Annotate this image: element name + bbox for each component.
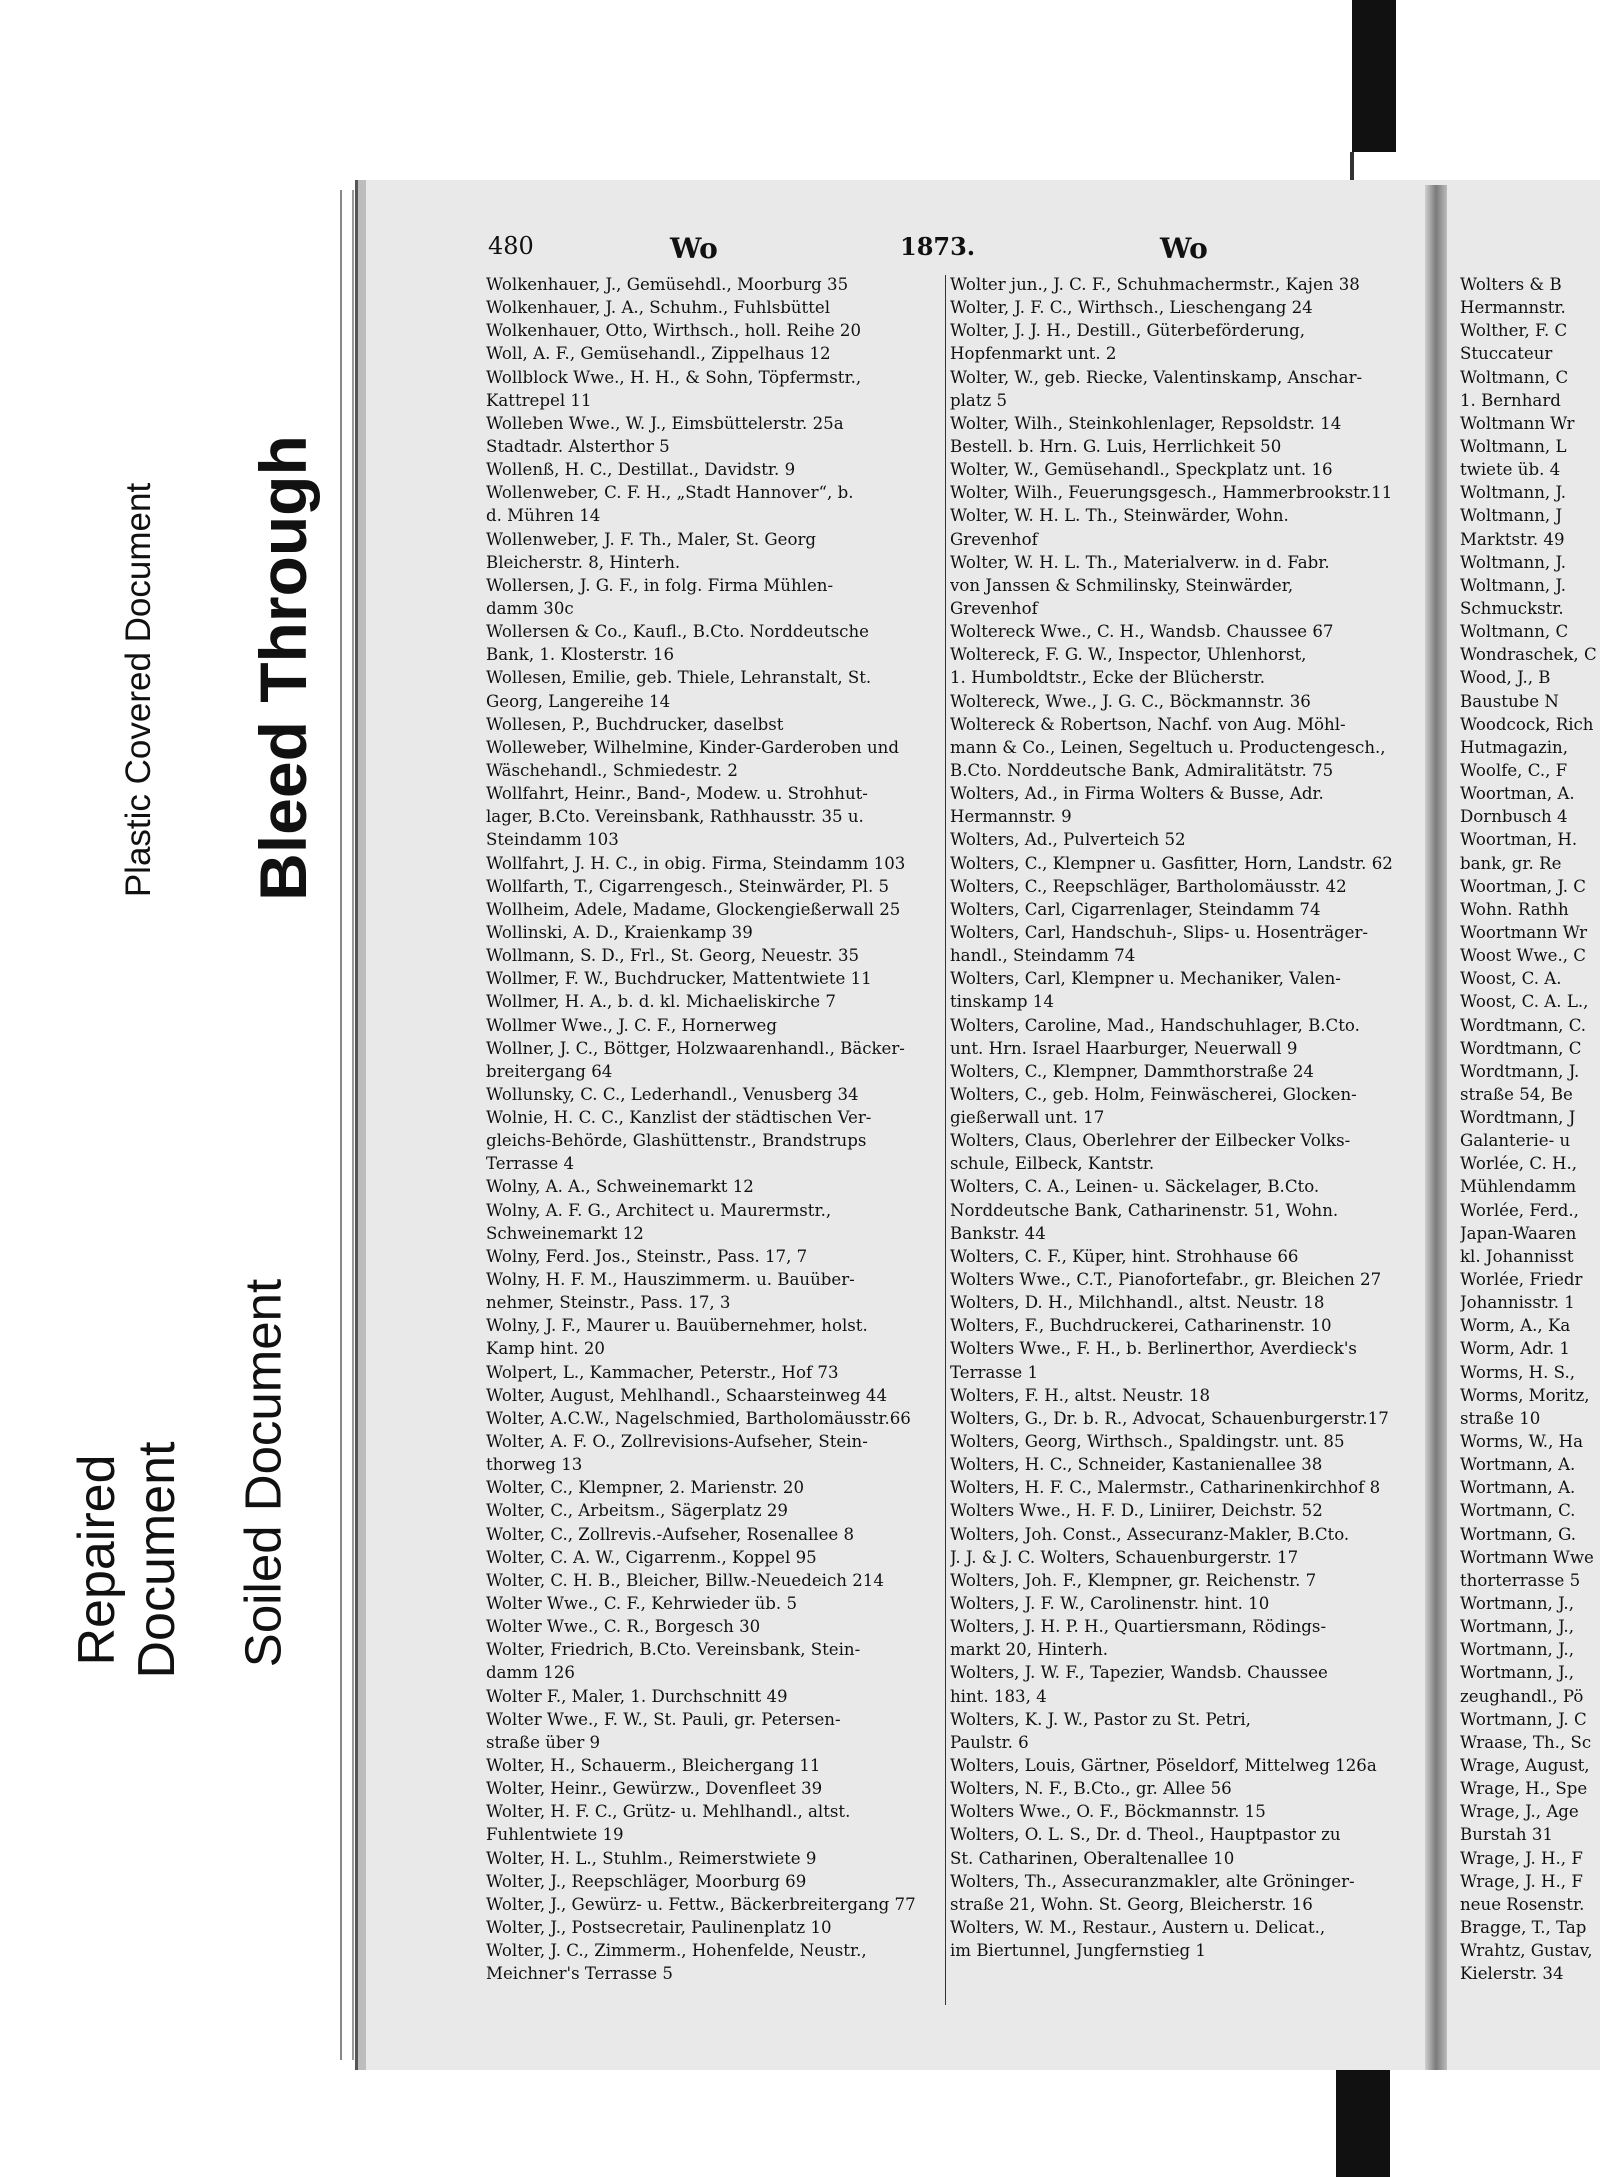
directory-entry-line: Wollesen, Emilie, geb. Thiele, Lehranstalt, St. <box>486 668 872 688</box>
directory-entry-line: thorterrasse 5 <box>1460 1570 1581 1590</box>
book-gutter <box>1425 185 1447 2070</box>
header-right-abbrev: Wo <box>1160 232 1208 265</box>
directory-entry-line: Wolter, J. C., Zimmerm., Hohenfelde, Neustr., <box>486 1941 867 1961</box>
directory-entry-line: Wolter, J., Gewürz- u. Fettw., Bäckerbreitergang 77 <box>486 1894 916 1914</box>
directory-entry-line: Wollmer, F. W., Buchdrucker, Mattentwiete 11 <box>486 969 872 989</box>
directory-entry-line: Wolters Wwe., O. F., Böckmannstr. 15 <box>950 1802 1266 1822</box>
header-left-abbrev: Wo <box>670 232 718 265</box>
directory-entry-line: Wolters Wwe., F. H., b. Berlinerthor, Averdieck's <box>950 1339 1357 1359</box>
directory-entry-line: Wolther, F. C <box>1460 321 1568 341</box>
directory-entry-line: straße 10 <box>1460 1408 1541 1428</box>
directory-entry-line: Terrasse 4 <box>486 1154 575 1174</box>
directory-entry-line: Wolter, Heinr., Gewürzw., Dovenfleet 39 <box>486 1779 823 1799</box>
directory-entry-line: Steindamm 103 <box>486 830 619 850</box>
directory-entry-line: Woltmann, C <box>1460 367 1569 387</box>
directory-entry-line: twiete üb. 4 <box>1460 460 1561 480</box>
directory-entry-line: Wolters, J. F. W., Carolinenstr. hint. 10 <box>950 1594 1270 1614</box>
directory-entry-line: Woltmann, J <box>1460 506 1563 526</box>
directory-entry-line: Wolters, K. J. W., Pastor zu St. Petri, <box>950 1709 1251 1729</box>
directory-entry-line: Wolter, C., Zollrevis.-Aufseher, Rosenallee 8 <box>486 1524 855 1544</box>
directory-entry-line: Wollmer, H. A., b. d. kl. Michaeliskirche 7 <box>486 992 836 1012</box>
directory-entry-line: Terrasse 1 <box>950 1362 1039 1382</box>
directory-entry-line: Wolters, F., Buchdruckerei, Catharinenstr. 10 <box>950 1316 1332 1336</box>
directory-entry-line: Worm, Adr. 1 <box>1460 1339 1570 1359</box>
directory-entry-line: Baustube N <box>1460 691 1559 711</box>
directory-entry-line: Wortmann, J., <box>1460 1663 1574 1683</box>
directory-entry-line: Woortman, A. <box>1460 784 1575 804</box>
directory-entry-line: Wolters, J. W. F., Tapezier, Wandsb. Chaussee <box>950 1663 1328 1683</box>
directory-entry-line: Wolter Wwe., C. F., Kehrwieder üb. 5 <box>486 1594 798 1614</box>
directory-entry-line: Stadtadr. Alsterthor 5 <box>486 436 670 456</box>
directory-entry-line: Wood, J., B <box>1460 668 1551 688</box>
directory-entry-line: Wolters, O. L. S., Dr. d. Theol., Hauptpastor zu <box>950 1825 1341 1845</box>
directory-entry-line: Woortmann Wr <box>1460 922 1588 942</box>
bleed-through-text: Bleed Through <box>246 434 320 901</box>
directory-entry-line: gleichs-Behörde, Glashüttenstr., Brandstrups <box>486 1131 867 1151</box>
directory-entry-line: Wolter, A. F. O., Zollrevisions-Aufseher, Stein- <box>486 1432 868 1452</box>
directory-entry-line: Grevenhof <box>950 529 1038 549</box>
top-black-tab <box>1352 0 1396 152</box>
soiled-document-label <box>228 1185 298 1760</box>
directory-entry-line: Wolter, J., Reepschläger, Moorburg 69 <box>486 1871 807 1891</box>
directory-entry-line: handl., Steindamm 74 <box>950 946 1136 966</box>
directory-entry-line: mann & Co., Leinen, Segeltuch u. Productengesch., <box>950 737 1386 757</box>
directory-entry-line: Fuhlentwiete 19 <box>486 1825 624 1845</box>
directory-entry-line: Wondraschek, C <box>1460 645 1597 665</box>
directory-entry-line: Kamp hint. 20 <box>486 1339 605 1359</box>
directory-entry-line: Stuccateur <box>1460 344 1553 364</box>
directory-entry-line: Hutmagazin, <box>1460 737 1568 757</box>
directory-entry-line: Wolter, Friedrich, B.Cto. Vereinsbank, Stein- <box>486 1640 861 1660</box>
directory-entry-line: Bank, 1. Klosterstr. 16 <box>486 645 675 665</box>
directory-entry-line: Wolter, W., geb. Riecke, Valentinskamp, Anschar- <box>950 367 1363 387</box>
directory-entry-line: Meichner's Terrasse 5 <box>486 1964 673 1984</box>
directory-entry-line: markt 20, Hinterh. <box>950 1640 1109 1660</box>
page-number: 480 <box>488 232 534 260</box>
directory-entry-line: Woortman, J. C <box>1460 876 1586 896</box>
directory-entry-line: zeughandl., Pö <box>1460 1686 1584 1706</box>
directory-entry-line: Worm, A., Ka <box>1460 1316 1571 1336</box>
plastic-covered-text: Plastic Covered Document <box>119 482 158 898</box>
directory-entry-line: Wolpert, L., Kammacher, Peterstr., Hof 73 <box>486 1362 839 1382</box>
directory-entry-line: Wolters, Carl, Cigarrenlager, Steindamm 74 <box>950 899 1321 919</box>
directory-entry-line: Wolters, Ad., in Firma Wolters & Busse, Adr. <box>950 784 1324 804</box>
directory-entry-line: Wolter, August, Mehlhandl., Schaarsteinweg 44 <box>486 1385 888 1405</box>
directory-entry-line: Wortmann, J., <box>1460 1617 1574 1637</box>
directory-entry-line: Wolters, N. F., B.Cto., gr. Allee 56 <box>950 1779 1232 1799</box>
directory-entry-line: Wolters, C. F., Küper, hint. Strohhause 66 <box>950 1246 1299 1266</box>
directory-entry-line: Wollmer Wwe., J. C. F., Hornerweg <box>486 1015 777 1035</box>
directory-entry-line: Japan-Waaren <box>1460 1223 1577 1243</box>
directory-entry-line: Grevenhof <box>950 598 1038 618</box>
directory-entry-line: Wollenß, H. C., Destillat., Davidstr. 9 <box>486 460 796 480</box>
directory-entry-line: Wollenweber, J. F. Th., Maler, St. Georg <box>486 529 817 549</box>
directory-entry-line: Wortmann, A. <box>1460 1455 1576 1475</box>
directory-entry-line: unt. Hrn. Israel Haarburger, Neuerwall 9 <box>950 1038 1298 1058</box>
directory-entry-line: Wolter, C. A. W., Cigarrenm., Koppel 95 <box>486 1547 817 1567</box>
directory-entry-line: Wortmann Wwe <box>1460 1547 1594 1567</box>
directory-entry-line: Wolny, J. F., Maurer u. Bauübernehmer, holst. <box>486 1316 868 1336</box>
directory-entry-line: Bleicherstr. 8, Hinterh. <box>486 552 681 572</box>
directory-entry-line: Wolter Wwe., C. R., Borgesch 30 <box>486 1617 761 1637</box>
directory-entry-line: Wolters, Joh. Const., Assecuranz-Makler, B.Cto. <box>950 1524 1350 1544</box>
directory-entry-line: 1. Bernhard <box>1460 390 1561 410</box>
directory-entry-line: Hermannstr. <box>1460 298 1566 318</box>
directory-column-right-partial <box>1460 273 1600 1985</box>
directory-entry-line: Worms, H. S., <box>1460 1362 1575 1382</box>
directory-entry-line: Burstah 31 <box>1460 1825 1553 1845</box>
directory-entry-line: Wollinski, A. D., Kraienkamp 39 <box>486 922 753 942</box>
directory-entry-line: Wollblock Wwe., H. H., & Sohn, Töpfermstr., <box>486 367 862 387</box>
directory-entry-line: Wolter, J., Postsecretair, Paulinenplatz 10 <box>486 1917 832 1937</box>
directory-entry-line: Wolters Wwe., C.T., Pianofortefabr., gr. Bleichen 27 <box>950 1270 1382 1290</box>
directory-entry-line: Wolters, C., geb. Holm, Feinwäscherei, Glocken- <box>950 1084 1357 1104</box>
directory-entry-line: Wollesen, P., Buchdrucker, daselbst <box>486 714 784 734</box>
directory-entry-line: Wollersen & Co., Kaufl., B.Cto. Norddeutsche <box>486 622 869 642</box>
directory-entry-line: Wolters, Ad., Pulverteich 52 <box>950 830 1186 850</box>
directory-entry-line: Wollersen, J. G. F., in folg. Firma Mühlen- <box>486 575 834 595</box>
directory-entry-line: Wolter, C., Arbeitsm., Sägerplatz 29 <box>486 1501 788 1521</box>
directory-entry-line: Wolters, Th., Assecuranzmakler, alte Gröninger- <box>950 1871 1355 1891</box>
directory-entry-line: Woltmann Wr <box>1460 413 1575 433</box>
repaired-document-text: Repaired Document <box>68 1441 186 1679</box>
plastic-covered-label <box>108 395 170 985</box>
bleed-through-label <box>238 395 328 940</box>
directory-entry-line: Kielerstr. 34 <box>1460 1964 1564 1984</box>
directory-entry-line: thorweg 13 <box>486 1455 583 1475</box>
directory-entry-line: schule, Eilbeck, Kantstr. <box>950 1154 1155 1174</box>
directory-entry-line: bank, gr. Re <box>1460 853 1562 873</box>
directory-entry-line: Wolters, C. A., Leinen- u. Säckelager, B.Cto. <box>950 1177 1320 1197</box>
directory-entry-line: Wortmann, J., <box>1460 1640 1574 1660</box>
directory-entry-line: Woolfe, C., F <box>1460 760 1568 780</box>
directory-entry-line: Wolny, A. F. G., Architect u. Maurermstr., <box>486 1200 832 1220</box>
directory-entry-line: Wollfarth, T., Cigarrengesch., Steinwärder, Pl. 5 <box>486 876 890 896</box>
directory-entry-line: Wolters, F. H., altst. Neustr. 18 <box>950 1385 1211 1405</box>
directory-entry-line: Wollenweber, C. F. H., „Stadt Hannover“, b. <box>486 483 854 503</box>
header-year: 1873. <box>900 232 976 261</box>
directory-entry-line: Dornbusch 4 <box>1460 807 1568 827</box>
directory-entry-line: straße 54, Be <box>1460 1084 1573 1104</box>
directory-entry-line: Woodcock, Rich <box>1460 714 1594 734</box>
directory-entry-line: Wolny, H. F. M., Hauszimmerm. u. Bauüber- <box>486 1270 855 1290</box>
directory-entry-line: Wortmann, G. <box>1460 1524 1577 1544</box>
directory-entry-line: Hermannstr. 9 <box>950 807 1072 827</box>
directory-entry-line: Wolkenhauer, J., Gemüsehdl., Moorburg 35 <box>486 275 849 294</box>
directory-entry-line: Mühlendamm <box>1460 1177 1577 1197</box>
directory-entry-line: J. J. & J. C. Wolters, Schauenburgerstr. 17 <box>950 1547 1299 1567</box>
directory-entry-line: Wollmann, S. D., Frl., St. Georg, Neuestr. 35 <box>486 946 860 966</box>
directory-entry-line: Wolters, G., Dr. b. R., Advocat, Schauenburgerstr.17 <box>950 1408 1389 1428</box>
directory-entry-line: Bragge, T., Tap <box>1460 1917 1587 1937</box>
directory-entry-line: Woortman, H. <box>1460 830 1578 850</box>
directory-entry-line: Wolter Wwe., F. W., St. Pauli, gr. Petersen- <box>486 1709 841 1729</box>
directory-entry-line: Hopfenmarkt unt. 2 <box>950 344 1117 364</box>
directory-entry-line: Wordtmann, J. <box>1460 1061 1580 1081</box>
directory-entry-line: Schweinemarkt 12 <box>486 1223 644 1243</box>
directory-entry-line: straße 21, Wohn. St. Georg, Bleicherstr. 16 <box>950 1894 1313 1914</box>
directory-entry-line: damm 126 <box>486 1663 575 1683</box>
directory-entry-line: hint. 183, 4 <box>950 1686 1047 1706</box>
directory-entry-line: Wortmann, C. <box>1460 1501 1576 1521</box>
directory-entry-line: Bankstr. 44 <box>950 1223 1046 1243</box>
directory-entry-line: Wrage, J., Age <box>1460 1802 1579 1822</box>
directory-entry-line: Woltmann, J. <box>1460 483 1567 503</box>
directory-entry-line: Wolters, D. H., Milchhandl., altst. Neustr. 18 <box>950 1293 1325 1313</box>
directory-entry-line: Wolter, C., Klempner, 2. Marienstr. 20 <box>486 1478 805 1498</box>
directory-entry-line: Wolkenhauer, Otto, Wirthsch., holl. Reihe 20 <box>486 321 862 341</box>
page-edge <box>340 190 354 2060</box>
directory-entry-line: damm 30c <box>486 598 574 618</box>
directory-entry-line: Wolters & B <box>1460 275 1562 294</box>
directory-entry-line: Wolter, A.C.W., Nagelschmied, Bartholomäusstr.66 <box>486 1408 911 1428</box>
directory-entry-line: Wolter jun., J. C. F., Schuhmachermstr., Kajen 38 <box>950 275 1360 294</box>
directory-entry-line: Wäschehandl., Schmiedestr. 2 <box>486 760 738 780</box>
directory-entry-line: neue Rosenstr. <box>1460 1894 1585 1914</box>
directory-entry-line: Woltmann, J. <box>1460 575 1567 595</box>
directory-entry-line: Woltmann, L <box>1460 436 1567 456</box>
repaired-document-label <box>58 1385 198 1735</box>
directory-entry-line: Woost Wwe., C <box>1460 946 1586 966</box>
directory-entry-line: Wolter, Wilh., Feuerungsgesch., Hammerbrookstr.11 <box>950 483 1393 503</box>
directory-entry-line: kl. Johannisst <box>1460 1246 1574 1266</box>
directory-entry-line: Wolters, W. M., Restaur., Austern u. Delicat., <box>950 1917 1326 1937</box>
directory-entry-line: d. Mühren 14 <box>486 506 601 526</box>
directory-entry-line: breitergang 64 <box>486 1061 613 1081</box>
directory-entry-line: Johannisstr. 1 <box>1460 1293 1575 1313</box>
directory-entry-line: Kattrepel 11 <box>486 390 592 410</box>
directory-entry-line: Wolter, H. L., Stuhlm., Reimerstwiete 9 <box>486 1848 817 1868</box>
directory-entry-line: Woost, C. A. L., <box>1460 992 1589 1012</box>
directory-entry-line: Wollfahrt, J. H. C., in obig. Firma, Steindamm 103 <box>486 853 906 873</box>
directory-entry-line: tinskamp 14 <box>950 992 1054 1012</box>
directory-entry-line: Wolters, H. C., Schneider, Kastanienallee 38 <box>950 1455 1323 1475</box>
directory-entry-line: Wolters, Carl, Handschuh-, Slips- u. Hosenträger- <box>950 922 1368 942</box>
directory-entry-line: Worlée, Ferd., <box>1460 1200 1579 1220</box>
directory-entry-line: Wolny, Ferd. Jos., Steinstr., Pass. 17, 7 <box>486 1246 808 1266</box>
directory-entry-line: Wolleweber, Wilhelmine, Kinder-Garderoben und <box>486 737 899 757</box>
directory-entry-line: B.Cto. Norddeutsche Bank, Admiralitätstr. 75 <box>950 760 1334 780</box>
directory-entry-line: Woll, A. F., Gemüsehandl., Zippelhaus 12 <box>486 344 831 364</box>
soiled-document-text: Soiled Document <box>234 1278 292 1667</box>
directory-entry-line: Woost, C. A. <box>1460 969 1562 989</box>
directory-entry-line: Woltmann, J. <box>1460 552 1567 572</box>
directory-entry-line: Wolters, Joh. F., Klempner, gr. Reichenstr. 7 <box>950 1570 1317 1590</box>
directory-entry-line: Worlée, Friedr <box>1460 1270 1583 1290</box>
directory-entry-line: Wollner, J. C., Böttger, Holzwaarenhandl., Bäcker- <box>486 1038 905 1058</box>
directory-column-left <box>486 273 941 1985</box>
directory-entry-line: Galanterie- u <box>1460 1131 1571 1151</box>
directory-entry-line: Norddeutsche Bank, Catharinenstr. 51, Wohn. <box>950 1200 1339 1220</box>
directory-entry-line: Wolter, C. H. B., Bleicher, Billw.-Neuedeich 214 <box>486 1570 884 1590</box>
directory-entry-line: Wolter, H., Schauerm., Bleichergang 11 <box>486 1756 821 1775</box>
directory-entry-line: Wolters, Caroline, Mad., Handschuhlager, B.Cto. <box>950 1015 1360 1035</box>
directory-entry-line: Wolters, H. F. C., Malermstr., Catharinenkirchhof 8 <box>950 1478 1381 1498</box>
directory-entry-line: Marktstr. 49 <box>1460 529 1565 549</box>
directory-entry-line: Wolter, W., Gemüsehandl., Speckplatz unt. 16 <box>950 460 1333 480</box>
directory-entry-line: Wortmann, J., <box>1460 1594 1574 1614</box>
directory-entry-line: Worms, Moritz, <box>1460 1385 1590 1405</box>
directory-entry-line: Wrahtz, Gustav, <box>1460 1941 1593 1961</box>
directory-entry-line: Wollfahrt, Heinr., Band-, Modew. u. Strohhut- <box>486 784 868 804</box>
directory-entry-line: Woltmann, C <box>1460 622 1569 642</box>
directory-entry-line: Wollunsky, C. C., Lederhandl., Venusberg 34 <box>486 1084 859 1104</box>
directory-entry-line: Wolter, Wilh., Steinkohlenlager, Repsoldstr. 14 <box>950 413 1342 433</box>
directory-entry-line: Wolkenhauer, J. A., Schuhm., Fuhlsbüttel <box>486 298 831 318</box>
directory-entry-line: nehmer, Steinstr., Pass. 17, 3 <box>486 1293 731 1313</box>
directory-entry-line: lager, B.Cto. Vereinsbank, Rathhausstr. 35 u. <box>486 807 864 827</box>
directory-entry-line: Wolters, C., Klempner, Dammthorstraße 24 <box>950 1061 1314 1081</box>
directory-entry-line: Wolters, Claus, Oberlehrer der Eilbecker Volks- <box>950 1131 1351 1151</box>
directory-entry-line: Wolter, W. H. L. Th., Materialverw. in d. Fabr. <box>950 552 1330 572</box>
directory-entry-line: Wrage, H., Spe <box>1460 1779 1588 1799</box>
directory-entry-line: Wolters, Carl, Klempner u. Mechaniker, Valen- <box>950 969 1341 989</box>
directory-entry-line: Schmuckstr. <box>1460 598 1564 618</box>
column-divider <box>945 275 946 2005</box>
directory-entry-line: Wordtmann, C. <box>1460 1015 1587 1035</box>
directory-entry-line: Wolter, W. H. L. Th., Steinwärder, Wohn. <box>950 506 1289 526</box>
directory-entry-line: Wortmann, A. <box>1460 1478 1576 1498</box>
directory-entry-line: Wordtmann, J <box>1460 1108 1576 1128</box>
directory-entry-line: Wolter, J. J. H., Destill., Güterbeförderung, <box>950 321 1306 341</box>
directory-entry-line: Wolter, H. F. C., Grütz- u. Mehlhandl., altst. <box>486 1802 851 1822</box>
directory-entry-line: von Janssen & Schmilinsky, Steinwärder, <box>950 575 1294 595</box>
directory-entry-line: Wortmann, J. C <box>1460 1709 1587 1729</box>
directory-entry-line: platz 5 <box>950 390 1008 410</box>
directory-entry-line: gießerwall unt. 17 <box>950 1108 1105 1128</box>
directory-entry-line: Woltereck, F. G. W., Inspector, Uhlenhorst, <box>950 645 1307 665</box>
directory-entry-line: Bestell. b. Hrn. G. Luis, Herrlichkeit 50 <box>950 436 1282 456</box>
directory-column-middle <box>950 273 1420 1962</box>
directory-entry-line: Wolnie, H. C. C., Kanzlist der städtischen Ver- <box>486 1108 872 1128</box>
directory-entry-line: im Biertunnel, Jungfernstieg 1 <box>950 1941 1206 1961</box>
directory-entry-line: Wrage, J. H., F <box>1460 1871 1583 1891</box>
directory-entry-line: Wolters Wwe., H. F. D., Liniirer, Deichstr. 52 <box>950 1501 1323 1521</box>
directory-entry-line: Wrage, J. H., F <box>1460 1848 1583 1868</box>
directory-entry-line: Wolter, J. F. C., Wirthsch., Lieschengang 24 <box>950 298 1313 318</box>
directory-entry-line: Wohn. Rathh <box>1460 899 1569 919</box>
directory-entry-line: Wolter F., Maler, 1. Durchschnitt 49 <box>486 1686 788 1706</box>
directory-entry-line: Worlée, C. H., <box>1460 1154 1578 1174</box>
directory-entry-line: 1. Humboldtstr., Ecke der Blücherstr. <box>950 668 1266 688</box>
directory-entry-line: Wolleben Wwe., W. J., Eimsbüttelerstr. 25a <box>486 413 844 433</box>
directory-entry-line: Wraase, Th., Sc <box>1460 1732 1592 1752</box>
directory-entry-line: Wolters, Louis, Gärtner, Pöseldorf, Mittelweg 126a <box>950 1756 1377 1775</box>
directory-entry-line: Georg, Langereihe 14 <box>486 691 671 711</box>
directory-entry-line: Woltereck & Robertson, Nachf. von Aug. Möhl- <box>950 714 1346 734</box>
directory-entry-line: Wordtmann, C <box>1460 1038 1582 1058</box>
directory-entry-line: Paulstr. 6 <box>950 1732 1029 1752</box>
directory-entry-line: Worms, W., Ha <box>1460 1432 1583 1452</box>
directory-entry-line: Wollheim, Adele, Madame, Glockengießerwall 25 <box>486 899 901 919</box>
directory-entry-line: Wolters, C., Reepschläger, Bartholomäusstr. 42 <box>950 876 1347 896</box>
directory-entry-line: Woltereck, Wwe., J. G. C., Böckmannstr. 36 <box>950 691 1311 711</box>
directory-entry-line: Wolny, A. A., Schweinemarkt 12 <box>486 1177 754 1197</box>
directory-entry-line: Wrage, August, <box>1460 1756 1590 1775</box>
directory-entry-line: Wolters, J. H. P. H., Quartiersmann, Rödings- <box>950 1617 1327 1637</box>
directory-entry-line: Wolters, Georg, Wirthsch., Spaldingstr. unt. 85 <box>950 1432 1345 1452</box>
directory-entry-line: Wolters, C., Klempner u. Gasfitter, Horn, Landstr. 62 <box>950 853 1393 873</box>
directory-entry-line: St. Catharinen, Oberaltenallee 10 <box>950 1848 1235 1868</box>
directory-entry-line: Woltereck Wwe., C. H., Wandsb. Chaussee 67 <box>950 622 1334 642</box>
directory-entry-line: straße über 9 <box>486 1732 601 1752</box>
